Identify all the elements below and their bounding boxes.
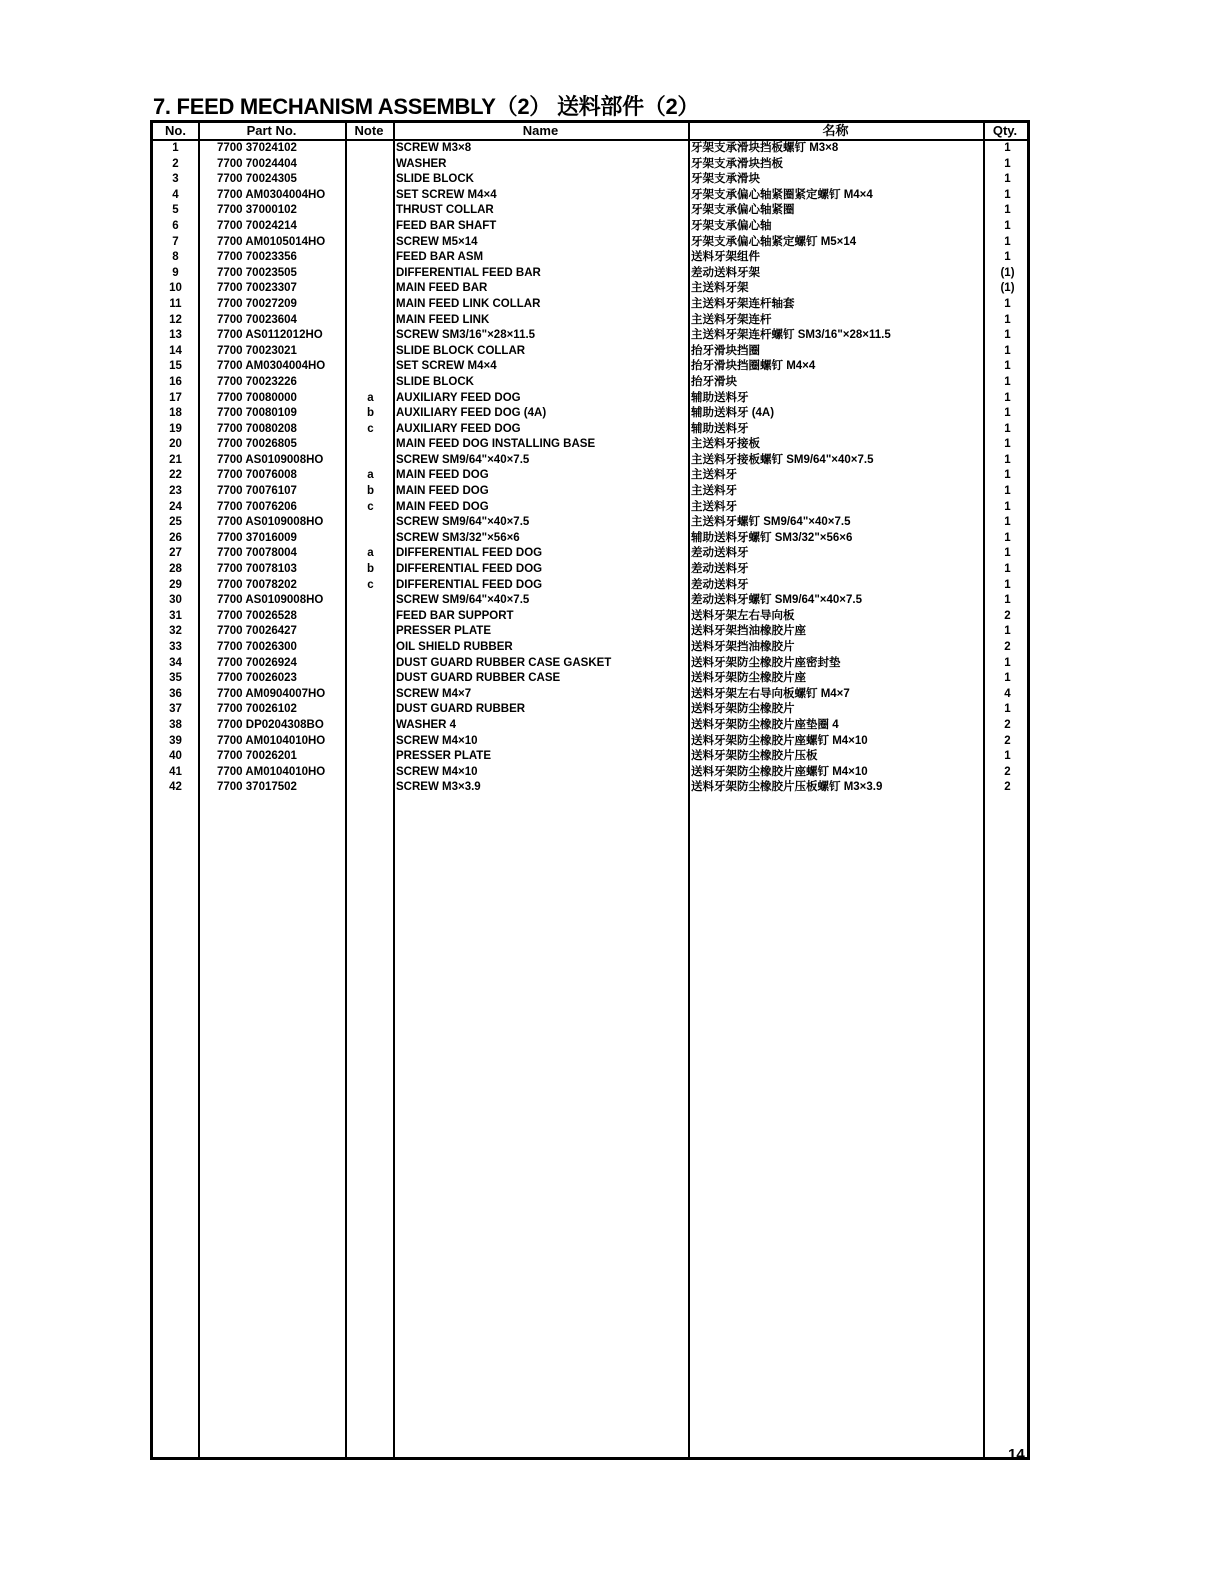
cell-name-cn: 差动送料牙 (691, 547, 749, 560)
cell-name: SCREW SM9/64"×40×7.5 (396, 516, 530, 529)
cell-name-cn: 牙架支承偏心轴紧圈紧定螺钉 M4×4 (691, 188, 873, 201)
cell-qty: 4 (1004, 687, 1011, 700)
cell-qty: 2 (1004, 781, 1011, 794)
cell-qty: 2 (1004, 609, 1011, 622)
cell-name-cn: 主送料牙架连杆轴套 (691, 297, 795, 310)
cell-name: SCREW M4×10 (396, 765, 478, 778)
cell-name: SLIDE BLOCK COLLAR (396, 344, 526, 357)
cell-qty: 1 (1004, 563, 1011, 576)
table-row (153, 313, 1027, 329)
cell-name: OIL SHIELD RUBBER (396, 641, 513, 653)
cell-note: b (366, 407, 375, 420)
cell-no: 7 (172, 235, 179, 248)
cell-qty: 1 (1004, 469, 1011, 482)
cell-part-no: 7700 70026528 (217, 609, 297, 622)
table-row (153, 344, 1027, 360)
cell-name-cn: 主送料牙螺钉 SM9/64"×40×7.5 (691, 516, 851, 529)
cell-qty: 1 (1004, 578, 1011, 591)
cell-part-no: 7700 70078103 (217, 563, 297, 576)
cell-name-cn: 主送料牙接板 (691, 438, 760, 451)
cell-name-cn: 送料牙架挡油橡胶片座 (691, 625, 806, 638)
table-row (153, 624, 1027, 640)
cell-name-cn: 送料牙架防尘橡胶片座密封垫 (691, 656, 841, 669)
header-note: Note (354, 123, 384, 138)
cell-qty: 1 (1004, 594, 1011, 607)
cell-name-cn: 辅助送料牙 (691, 422, 749, 435)
cell-no: 1 (172, 142, 179, 154)
cell-no: 11 (169, 297, 182, 310)
table-row (153, 656, 1027, 672)
cell-name: SLIDE BLOCK (396, 173, 474, 186)
cell-name-cn: 牙架支承偏心轴紧圈 (691, 204, 795, 217)
cell-qty: 1 (1004, 391, 1011, 404)
cell-qty: 1 (1004, 173, 1011, 186)
cell-no: 25 (169, 516, 182, 529)
cell-name-cn: 主送料牙架连杆 (691, 313, 772, 326)
cell-qty: 1 (1004, 485, 1011, 498)
table-row (153, 297, 1027, 313)
cell-name-cn: 抬牙滑块挡圈 (691, 344, 760, 357)
cell-no: 12 (169, 313, 182, 326)
cell-qty: 1 (1004, 251, 1011, 264)
cell-part-no: 7700 70024214 (217, 219, 297, 232)
table-header (153, 123, 1027, 141)
cell-part-no: 7700 70078202 (217, 578, 297, 591)
cell-name: SLIDE BLOCK (396, 375, 474, 388)
cell-name: SCREW SM3/32"×56×6 (396, 531, 520, 544)
cell-name: DUST GUARD RUBBER CASE GASKET (396, 656, 612, 669)
cell-part-no: 7700 70023356 (217, 251, 297, 264)
cell-no: 13 (169, 329, 182, 342)
cell-name-cn: 送料牙架防尘橡胶片座 (691, 672, 806, 685)
cell-part-no: 7700 AM0904007HO (217, 687, 326, 700)
cell-name: AUXILIARY FEED DOG (396, 391, 521, 404)
cell-note: c (367, 578, 374, 591)
cell-name-cn: 送料牙架防尘橡胶片 (691, 703, 795, 716)
cell-part-no: 7700 70023307 (217, 282, 297, 295)
table-row (153, 593, 1027, 609)
cell-qty: 1 (1004, 235, 1011, 248)
cell-name-cn: 抬牙滑块挡圈螺钉 M4×4 (691, 360, 816, 373)
cell-no: 29 (169, 578, 182, 591)
cell-no: 42 (169, 781, 182, 794)
page-number: 14 (1008, 1446, 1025, 1463)
cell-part-no: 7700 AM0304004HO (217, 360, 326, 373)
cell-no: 22 (169, 469, 182, 482)
cell-qty: 1 (1004, 204, 1011, 217)
table-row (153, 359, 1027, 375)
table-row (153, 250, 1027, 266)
cell-name-cn: 辅助送料牙 (691, 391, 749, 404)
table-row (153, 328, 1027, 344)
cell-name-cn: 送料牙架防尘橡胶片压板 (691, 750, 818, 763)
cell-no: 5 (172, 204, 179, 217)
cell-no: 23 (169, 485, 182, 498)
cell-qty: 1 (1004, 703, 1011, 716)
cell-name: DIFFERENTIAL FEED BAR (396, 266, 541, 279)
cell-name: DUST GUARD RUBBER (396, 703, 526, 716)
cell-name-cn: 辅助送料牙 (4A) (691, 407, 775, 420)
table-row (153, 702, 1027, 718)
header-name: Name (522, 123, 559, 138)
cell-part-no: 7700 70027209 (217, 297, 297, 310)
cell-no: 6 (172, 219, 179, 232)
table-row (153, 531, 1027, 547)
table-row (153, 141, 1027, 157)
table-row (153, 157, 1027, 173)
cell-qty: (1) (1000, 282, 1015, 295)
table-row (153, 422, 1027, 438)
header-name-cn: 名称 (822, 123, 849, 138)
cell-name-cn: 抬牙滑块 (691, 375, 737, 388)
cell-part-no: 7700 37000102 (217, 204, 297, 217)
cell-qty: 1 (1004, 360, 1011, 373)
cell-note: a (367, 391, 374, 404)
table-row (153, 406, 1027, 422)
cell-name: PRESSER PLATE (396, 625, 491, 638)
cell-name: SCREW M4×10 (396, 734, 478, 747)
cell-qty: 2 (1004, 641, 1011, 653)
cell-qty: 1 (1004, 547, 1011, 560)
cell-part-no: 7700 AS0109008HO (217, 516, 324, 529)
cell-name: FEED BAR SHAFT (396, 219, 497, 232)
table-row (153, 546, 1027, 562)
table-row (153, 671, 1027, 687)
cell-part-no: 7700 70026201 (217, 750, 297, 763)
cell-no: 19 (169, 422, 182, 435)
cell-no: 40 (169, 750, 182, 763)
cell-part-no: 7700 70076206 (217, 500, 297, 513)
page-title (153, 90, 699, 121)
header-qty: Qty. (992, 123, 1018, 138)
cell-name: SET SCREW M4×4 (396, 360, 497, 373)
cell-name-cn: 差动送料牙架 (691, 266, 760, 279)
cell-no: 41 (169, 765, 182, 778)
table-row (153, 281, 1027, 297)
cell-name: MAIN FEED DOG (396, 485, 489, 498)
cell-name: SCREW M5×14 (396, 235, 478, 248)
cell-part-no: 7700 70023226 (217, 375, 297, 388)
cell-no: 8 (172, 251, 179, 264)
cell-name: FEED BAR SUPPORT (396, 609, 514, 622)
cell-part-no: 7700 70023604 (217, 313, 297, 326)
title-zh: 送料部件（2） (556, 94, 700, 119)
cell-qty: 2 (1004, 734, 1011, 747)
cell-qty: 1 (1004, 625, 1011, 638)
table-row (153, 391, 1027, 407)
cell-name-cn: 牙架支承偏心轴 (691, 219, 772, 232)
cell-name: SCREW M3×3.9 (396, 781, 481, 794)
cell-qty: 1 (1004, 750, 1011, 763)
cell-qty: 1 (1004, 142, 1011, 154)
cell-note: c (367, 422, 374, 435)
table-row (153, 687, 1027, 703)
cell-no: 21 (169, 453, 182, 466)
cell-part-no: 7700 70024305 (217, 173, 297, 186)
cell-part-no: 7700 37024102 (217, 142, 297, 154)
table-row (153, 609, 1027, 625)
cell-part-no: 7700 70026102 (217, 703, 297, 716)
cell-name-cn: 主送料牙 (691, 485, 737, 498)
header-no: No. (165, 123, 186, 138)
cell-note: b (366, 485, 375, 498)
cell-name: FEED BAR ASM (396, 251, 484, 264)
cell-qty: 1 (1004, 157, 1011, 170)
cell-name: DIFFERENTIAL FEED DOG (396, 547, 543, 560)
cell-name-cn: 主送料牙接板螺钉 SM9/64"×40×7.5 (691, 453, 874, 466)
cell-no: 3 (172, 173, 179, 186)
table-row (153, 266, 1027, 282)
parts-table (150, 120, 1030, 1460)
cell-name-cn: 差动送料牙 (691, 578, 749, 591)
cell-name: SET SCREW M4×4 (396, 188, 497, 201)
cell-part-no: 7700 70026427 (217, 625, 297, 638)
cell-part-no: 7700 AM0105014HO (217, 235, 326, 248)
cell-qty: 1 (1004, 438, 1011, 451)
cell-no: 20 (169, 438, 182, 451)
cell-no: 39 (169, 734, 182, 747)
cell-part-no: 7700 AM0104010HO (217, 734, 326, 747)
cell-name-cn: 主送料牙架 (691, 282, 749, 295)
cell-qty: 1 (1004, 219, 1011, 232)
table-row (153, 578, 1027, 594)
table-row (153, 188, 1027, 204)
cell-name: WASHER (396, 157, 447, 170)
cell-name: MAIN FEED DOG INSTALLING BASE (396, 438, 596, 451)
cell-qty: 1 (1004, 516, 1011, 529)
cell-no: 10 (169, 282, 182, 295)
table-row (153, 172, 1027, 188)
cell-no: 17 (169, 391, 182, 404)
cell-note: c (367, 500, 374, 513)
cell-part-no: 7700 AS0112012HO (217, 329, 323, 342)
cell-name: MAIN FEED DOG (396, 469, 489, 482)
cell-name: DIFFERENTIAL FEED DOG (396, 563, 543, 576)
cell-name-cn: 牙架支承滑块挡板 (691, 157, 783, 170)
cell-qty: 1 (1004, 313, 1011, 326)
cell-qty: (1) (1000, 266, 1015, 279)
cell-no: 37 (169, 703, 182, 716)
cell-name-cn: 送料牙架防尘橡胶片座螺钉 M4×10 (691, 765, 868, 778)
cell-name-cn: 辅助送料牙螺钉 SM3/32"×56×6 (691, 531, 853, 544)
table-row (153, 718, 1027, 734)
table-row (153, 500, 1027, 516)
table-row (153, 203, 1027, 219)
table-row (153, 235, 1027, 251)
cell-part-no: 7700 70078004 (217, 547, 297, 560)
cell-no: 27 (169, 547, 182, 560)
cell-qty: 1 (1004, 344, 1011, 357)
cell-part-no: 7700 70023505 (217, 266, 297, 279)
cell-name: DIFFERENTIAL FEED DOG (396, 578, 543, 591)
cell-note: b (366, 563, 375, 576)
cell-qty: 1 (1004, 188, 1011, 201)
cell-part-no: 7700 70076107 (217, 485, 297, 498)
cell-qty: 2 (1004, 718, 1011, 731)
cell-no: 36 (169, 687, 182, 700)
table-row (153, 437, 1027, 453)
cell-no: 2 (172, 157, 179, 170)
header-part-no: Part No. (246, 123, 297, 138)
cell-name: AUXILIARY FEED DOG (396, 422, 521, 435)
cell-part-no: 7700 AS0109008HO (217, 453, 324, 466)
cell-no: 14 (169, 344, 182, 357)
cell-qty: 1 (1004, 500, 1011, 513)
cell-name-cn: 主送料牙 (691, 500, 737, 513)
cell-name: WASHER 4 (396, 718, 457, 731)
cell-part-no: 7700 70080109 (217, 407, 297, 420)
cell-part-no: 7700 AS0109008HO (217, 594, 324, 607)
table-row (153, 515, 1027, 531)
cell-name-cn: 送料牙架左右导向板螺钉 M4×7 (691, 687, 850, 700)
cell-name: DUST GUARD RUBBER CASE (396, 672, 561, 685)
cell-no: 4 (172, 188, 179, 201)
cell-name-cn: 送料牙架挡油橡胶片 (691, 641, 795, 653)
table-row (153, 375, 1027, 391)
cell-name: MAIN FEED LINK (396, 313, 490, 326)
cell-no: 31 (169, 609, 182, 622)
cell-name: MAIN FEED LINK COLLAR (396, 297, 541, 310)
table-row (153, 734, 1027, 750)
cell-no: 28 (169, 563, 182, 576)
cell-qty: 1 (1004, 297, 1011, 310)
cell-qty: 1 (1004, 329, 1011, 342)
cell-name: THRUST COLLAR (396, 204, 494, 217)
cell-name-cn: 差动送料牙 (691, 563, 749, 576)
cell-qty: 1 (1004, 375, 1011, 388)
cell-note: a (367, 547, 374, 560)
cell-name: SCREW M3×8 (396, 142, 472, 154)
table-row (153, 765, 1027, 781)
table-row (153, 640, 1027, 656)
cell-name: SCREW SM9/64"×40×7.5 (396, 594, 530, 607)
cell-part-no: 7700 70023021 (217, 344, 297, 357)
cell-name: MAIN FEED DOG (396, 500, 489, 513)
cell-qty: 1 (1004, 656, 1011, 669)
cell-qty: 1 (1004, 407, 1011, 420)
table-row (153, 468, 1027, 484)
cell-part-no: 7700 70024404 (217, 157, 297, 170)
cell-no: 38 (169, 718, 182, 731)
cell-no: 9 (172, 266, 179, 279)
cell-name-cn: 送料牙架组件 (691, 251, 760, 264)
cell-no: 34 (169, 656, 182, 669)
cell-name: SCREW M4×7 (396, 687, 472, 700)
cell-name: MAIN FEED BAR (396, 282, 488, 295)
cell-part-no: 7700 37016009 (217, 531, 297, 544)
table-row (153, 219, 1027, 235)
table-row (153, 780, 1027, 796)
cell-part-no: 7700 AM0104010HO (217, 765, 326, 778)
cell-no: 33 (169, 641, 182, 653)
cell-part-no: 7700 70026924 (217, 656, 297, 669)
cell-name-cn: 牙架支承滑块 (691, 173, 760, 186)
table-row (153, 484, 1027, 500)
table-row (153, 749, 1027, 765)
cell-qty: 1 (1004, 672, 1011, 685)
cell-part-no: 7700 70080000 (217, 391, 297, 404)
cell-qty: 2 (1004, 765, 1011, 778)
cell-no: 35 (169, 672, 182, 685)
cell-no: 24 (169, 500, 182, 513)
cell-name-cn: 送料牙架左右导向板 (691, 609, 795, 622)
cell-qty: 1 (1004, 531, 1011, 544)
cell-name: SCREW SM3/16"×28×11.5 (396, 329, 536, 342)
cell-no: 15 (169, 360, 182, 373)
cell-part-no: 7700 70026805 (217, 438, 297, 451)
table-row (153, 453, 1027, 469)
cell-no: 30 (169, 594, 182, 607)
table-row (153, 562, 1027, 578)
cell-no: 26 (169, 531, 182, 544)
cell-qty: 1 (1004, 453, 1011, 466)
cell-part-no: 7700 AM0304004HO (217, 188, 326, 201)
cell-part-no: 7700 70026300 (217, 641, 297, 653)
cell-name-cn: 牙架支承滑块挡板螺钉 M3×8 (691, 142, 839, 154)
cell-part-no: 7700 70026023 (217, 672, 297, 685)
cell-part-no: 7700 70076008 (217, 469, 297, 482)
cell-no: 18 (169, 407, 182, 420)
cell-name: SCREW SM9/64"×40×7.5 (396, 453, 530, 466)
cell-name-cn: 牙架支承偏心轴紧定螺钉 M5×14 (691, 235, 857, 248)
cell-part-no: 7700 37017502 (217, 781, 297, 794)
cell-part-no: 7700 70080208 (217, 422, 297, 435)
cell-name-cn: 差动送料牙螺钉 SM9/64"×40×7.5 (691, 594, 862, 607)
cell-no: 32 (169, 625, 182, 638)
cell-name-cn: 送料牙架防尘橡胶片座垫圈 4 (691, 718, 839, 731)
title-en: 7. FEED MECHANISM ASSEMBLY（2） (153, 94, 551, 119)
cell-note: a (367, 469, 374, 482)
table-body (153, 141, 1027, 796)
cell-name-cn: 送料牙架防尘橡胶片压板螺钉 M3×3.9 (691, 781, 883, 794)
cell-qty: 1 (1004, 422, 1011, 435)
cell-name-cn: 主送料牙架连杆螺钉 SM3/16"×28×11.5 (691, 329, 891, 342)
cell-name: PRESSER PLATE (396, 750, 491, 763)
cell-name-cn: 送料牙架防尘橡胶片座螺钉 M4×10 (691, 734, 868, 747)
cell-name: AUXILIARY FEED DOG (4A) (396, 407, 547, 420)
cell-no: 16 (169, 375, 182, 388)
cell-part-no: 7700 DP0204308BO (217, 718, 324, 731)
cell-name-cn: 主送料牙 (691, 469, 737, 482)
